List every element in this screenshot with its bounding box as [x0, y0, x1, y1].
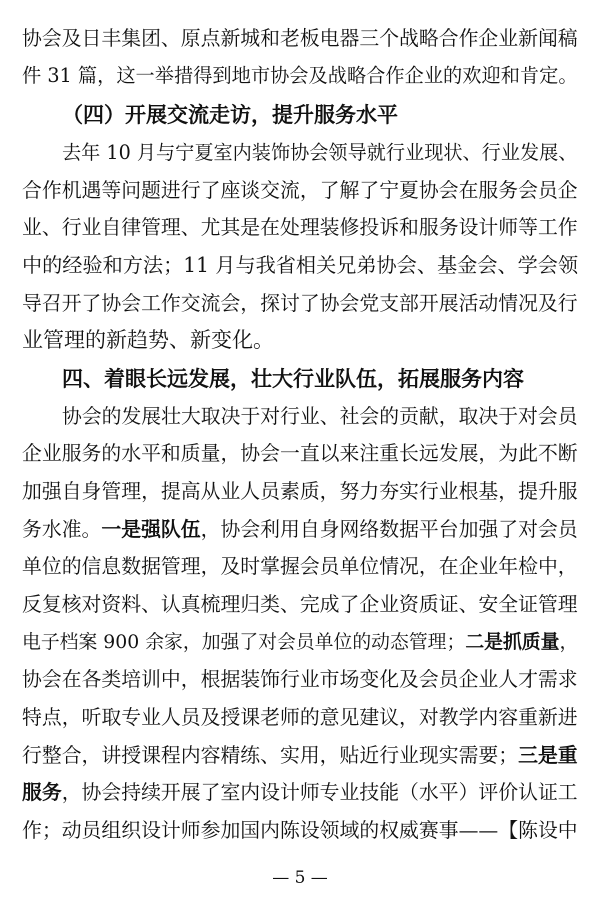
page-number: — 5 —: [272, 868, 328, 888]
text-line: [22, 473, 578, 510]
text-line: [22, 699, 578, 736]
bold-text: 服务: [22, 780, 62, 804]
text-line: [62, 398, 578, 435]
text-span: 务水准。: [22, 518, 102, 541]
text-line: [22, 774, 578, 811]
text-line: [22, 511, 578, 548]
text-span: 加强自身管理，提高从业人员素质，努力夯实行业根基，提升服: [22, 480, 578, 503]
bold-text: 四、着眼长远发展，壮大行业队伍，拓展服务内容: [62, 366, 524, 391]
bold-text: 三是重: [518, 743, 578, 767]
text-span: ，: [559, 632, 578, 653]
text-span: ，协会持续开展了室内设计师专业技能（水平）评价认证工: [61, 781, 578, 804]
bold-text: 二是抓质量: [465, 631, 560, 653]
text-line: [22, 285, 578, 322]
text-span: 作；动员组织设计师参加国内陈设领域的权威赛事——【陈设中: [22, 819, 578, 842]
text-line: [22, 737, 578, 774]
text-span: 协会及日丰集团、原点新城和老板电器三个战略合作企业新闻稿: [22, 27, 578, 50]
text-line: [22, 586, 578, 623]
text-span: 协会在各类培训中，根据装饰行业市场变化及会员企业人才需求: [22, 668, 578, 691]
text-line: [22, 661, 578, 698]
text-line: [22, 20, 578, 57]
text-line: [22, 172, 578, 209]
text-line: [22, 624, 578, 661]
text-line: [22, 548, 578, 585]
text-span: ，协会利用自身网络数据平台加强了对会员: [200, 518, 578, 541]
text-line: [22, 322, 542, 359]
text-span: 电子档案 900 余家，加强了对会员单位的动态管理；: [22, 632, 466, 653]
text-span: 反复核对资料、认真梳理归类、完成了企业资质证、安全证管理: [22, 593, 578, 616]
text-span: 中的经验和方法；11 月与我省相关兄弟协会、基金会、学会领: [22, 253, 578, 277]
text-span: 业管理的新趋势、新变化。: [22, 328, 274, 352]
text-span: 行整合，讲授课程内容精练、实用，贴近行业现实需要；: [22, 744, 519, 767]
bold-text: （四）开展交流走访，提升服务水平: [62, 102, 398, 127]
text-line: [22, 57, 578, 94]
text-span: 协会的发展壮大取决于对行业、社会的贡献，取决于对会员: [62, 405, 578, 428]
text-line: [22, 247, 578, 284]
text-span: 件 31 篇，这一举措得到地市协会及战略合作企业的欢迎和肯定。: [22, 64, 578, 87]
text-line: [62, 360, 582, 397]
text-line: [62, 134, 578, 171]
text-line: [22, 435, 578, 472]
text-span: 企业服务的水平和质量，协会一直以来注重长远发展，为此不断: [22, 442, 578, 465]
text-span: 去年 10 月与宁夏室内装饰协会领导就行业现状、行业发展、: [62, 141, 578, 164]
text-line: [22, 812, 578, 849]
text-span: 业、行业自律管理、尤其是在处理装修投诉和服务设计师等工作: [22, 216, 578, 239]
text-line: [22, 209, 578, 246]
text-span: 合作机遇等问题进行了座谈交流，了解了宁夏协会在服务会员企: [22, 179, 578, 202]
text-span: 单位的信息数据管理，及时掌握会员单位情况，在企业年检中，: [22, 555, 578, 578]
text-span: 导召开了协会工作交流会，探讨了协会党支部开展活动情况及行: [22, 292, 578, 315]
bold-text: 一是强队伍: [101, 517, 201, 541]
text-line: [62, 96, 582, 133]
text-span: 特点，听取专业人员及授课老师的意见建议，对教学内容重新进: [22, 706, 578, 729]
